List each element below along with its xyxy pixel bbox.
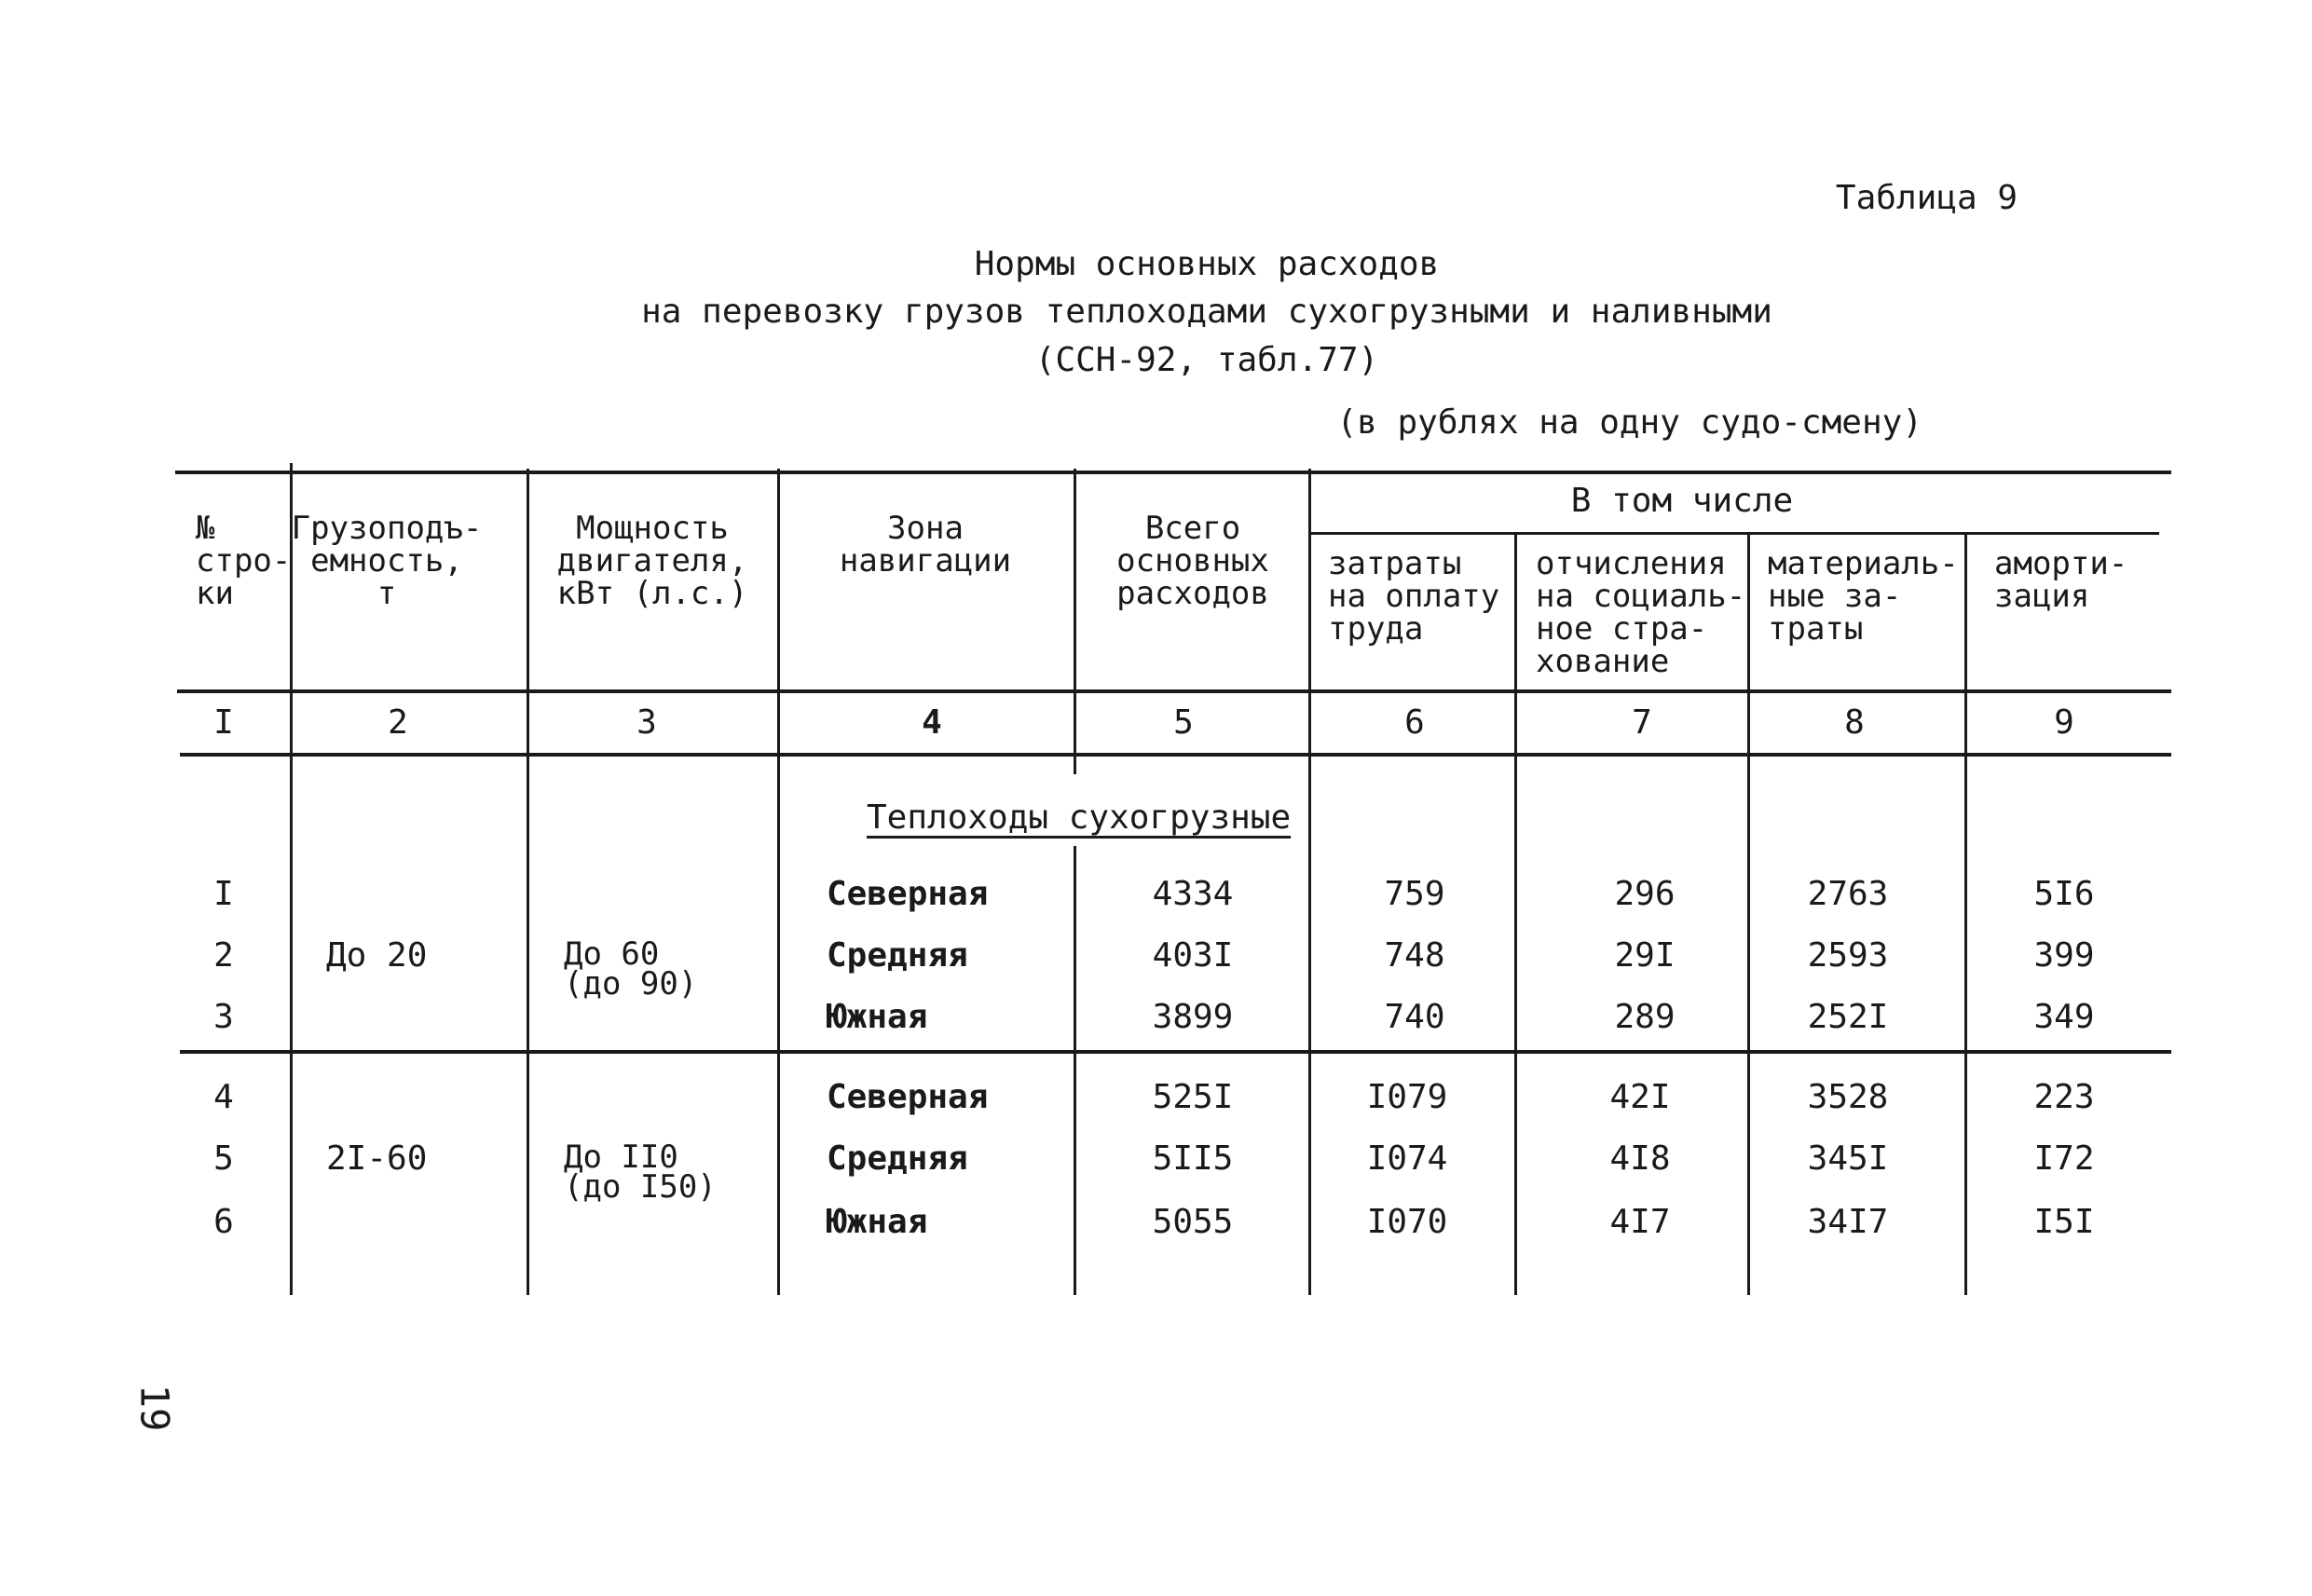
row-2-depreciation: 399: [2033, 936, 2095, 975]
rule-colnum-bottom: [180, 753, 2171, 757]
header-engine-power: Мощность двигателя, кВт (л.с.): [556, 510, 748, 612]
row-4-zone: Северная: [827, 1078, 989, 1116]
row-1-zone: Северная: [827, 875, 989, 913]
row-5-social: 4I8: [1609, 1139, 1671, 1178]
row-5-zone: Средняя: [827, 1139, 968, 1178]
vrule-3: [777, 469, 780, 1295]
row-1-depreciation: 5I6: [2033, 875, 2095, 913]
header-total-costs: Всего основных расходов: [1116, 510, 1269, 612]
units-note: (в рублях на одну судо-смену): [1336, 403, 1922, 442]
row-2-social: 29I: [1614, 936, 1676, 975]
row-3-material: 252I: [1807, 998, 1889, 1036]
row-4-material: 3528: [1807, 1078, 1889, 1116]
rule-header-bottom: [177, 689, 2171, 693]
group-1-capacity: До 20: [326, 936, 428, 975]
vrule-6: [1514, 534, 1517, 1295]
row-3-depreciation: 349: [2033, 998, 2095, 1036]
header-social-insurance: отчисления на социаль- ное стра- хование: [1536, 545, 1746, 680]
row-2-number: 2: [213, 936, 234, 975]
table-label: Таблица 9: [1835, 179, 2018, 217]
col-number-9: 9: [2054, 703, 2074, 742]
row-3-number: 3: [213, 998, 234, 1036]
vrule-2: [527, 469, 529, 1295]
row-1-social: 296: [1614, 875, 1676, 913]
header-group-including: В том числе: [1570, 482, 1794, 520]
rule-top: [175, 471, 2171, 474]
header-row-number: № стро- ки: [196, 510, 292, 612]
group-2-power: До II0 (до I50): [564, 1139, 717, 1206]
row-1-total: 4334: [1152, 875, 1234, 913]
row-6-depreciation: I5I: [2033, 1203, 2095, 1241]
col-number-3: 3: [636, 703, 657, 742]
row-5-labor: I074: [1366, 1139, 1448, 1178]
col-number-4: 4: [922, 703, 942, 742]
header-material-costs: материаль- ные за- траты: [1768, 545, 1959, 648]
vrule-7: [1747, 534, 1750, 1295]
title-line-3: (ССН-92, табл.77): [1034, 341, 1379, 379]
row-6-number: 6: [213, 1203, 234, 1241]
group-1-power: До 60 (до 90): [564, 935, 698, 1003]
row-1-material: 2763: [1807, 875, 1889, 913]
row-3-labor: 740: [1384, 998, 1445, 1036]
row-4-total: 525I: [1152, 1078, 1234, 1116]
col-number-8: 8: [1844, 703, 1865, 742]
row-5-depreciation: I72: [2033, 1139, 2095, 1178]
header-depreciation: аморти- зация: [1994, 545, 2128, 615]
row-3-total: 3899: [1152, 998, 1234, 1036]
row-6-total: 5055: [1152, 1203, 1234, 1241]
row-6-material: 34I7: [1807, 1203, 1889, 1241]
header-labor-costs: затраты на оплату труда: [1328, 545, 1500, 648]
row-3-zone: Южная: [827, 998, 928, 1036]
row-4-labor: I079: [1366, 1078, 1448, 1116]
row-2-material: 2593: [1807, 936, 1889, 975]
row-4-number: 4: [213, 1078, 234, 1116]
row-2-zone: Средняя: [827, 936, 968, 975]
rule-group: [1309, 532, 2159, 535]
section-title: Теплоходы сухогрузные: [867, 798, 1292, 837]
row-6-social: 4I7: [1609, 1203, 1671, 1241]
title-line-2: на перевозку грузов теплоходами сухогрузными и наливными: [641, 293, 1772, 331]
row-1-labor: 759: [1384, 875, 1445, 913]
row-2-labor: 748: [1384, 936, 1445, 975]
col-number-7: 7: [1632, 703, 1652, 742]
header-capacity: Грузоподъ- емность, т: [291, 510, 483, 612]
page-number: 19: [131, 1384, 178, 1432]
col-number-2: 2: [388, 703, 408, 742]
col-number-6: 6: [1404, 703, 1425, 742]
rule-group-divider: [180, 1050, 2171, 1054]
vrule-8: [1964, 534, 1967, 1295]
row-4-social: 42I: [1609, 1078, 1671, 1116]
vrule-4-top: [1074, 469, 1076, 774]
row-6-zone: Южная: [827, 1203, 928, 1241]
row-5-total: 5II5: [1152, 1139, 1234, 1178]
col-number-1: I: [213, 703, 234, 742]
header-navigation-zone: Зона навигации: [839, 510, 1012, 580]
row-1-number: I: [213, 875, 234, 913]
row-2-total: 403I: [1152, 936, 1234, 975]
row-6-labor: I070: [1366, 1203, 1448, 1241]
row-4-depreciation: 223: [2033, 1078, 2095, 1116]
row-5-number: 5: [213, 1139, 234, 1178]
group-2-capacity: 2I-60: [326, 1139, 428, 1178]
row-5-material: 345I: [1807, 1139, 1889, 1178]
vrule-4-bottom: [1074, 846, 1076, 1295]
col-number-5: 5: [1173, 703, 1194, 742]
title-line-1: Нормы основных расходов: [974, 245, 1440, 283]
row-3-social: 289: [1614, 998, 1676, 1036]
vrule-5: [1308, 469, 1311, 1295]
